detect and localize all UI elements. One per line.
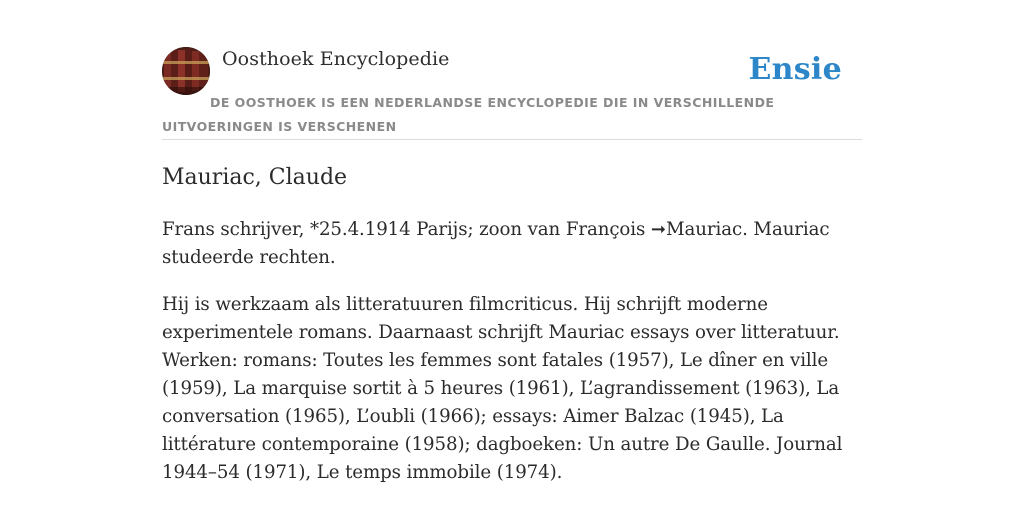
article-title: Mauriac, Claude <box>162 165 348 190</box>
book-spines-icon <box>162 47 210 95</box>
site-name[interactable]: Oosthoek Encyclopedie <box>222 48 450 70</box>
site-tagline: DE OOSTHOEK IS EEN NEDERLANDSE ENCYCLOPEDIE DIE IN VERSCHILLENDE UITVOERINGEN IS VERSCHENEN <box>162 95 775 134</box>
paragraph-text: . Mauriac studeerde rechten. <box>162 219 830 268</box>
cross-reference-link[interactable]: ➞Mauriac <box>650 219 743 240</box>
site-header <box>162 44 862 140</box>
article-paragraph <box>162 216 862 272</box>
encyclopedia-avatar[interactable] <box>162 47 210 95</box>
header-divider <box>162 139 862 140</box>
article-paragraph: Hij is werkzaam als litteratuuren filmcriticus. Hij schrijft moderne experimentele romans. Daarnaast schrijft Mauriac essays over litteratuur. Werken: romans: Toutes les femmes sont fatales (1957), Le dîner en ville (1959), La marquise sortit à 5 heures (1961), L’agrandissement (1963), La conversation (1965), L’oubli (1966); essays: Aimer Balzac (1945), La littérature contemporaine (1958); dagboeken: Un autre De Gaulle. Journal 1944–54 (1971), Le temps immobile (1974). <box>162 294 843 483</box>
article-body <box>162 216 862 506</box>
paragraph-text: Frans schrijver, *25.4.1914 Parijs; zoon van François <box>162 219 651 240</box>
ensie-logo[interactable]: Ensie <box>748 52 842 87</box>
